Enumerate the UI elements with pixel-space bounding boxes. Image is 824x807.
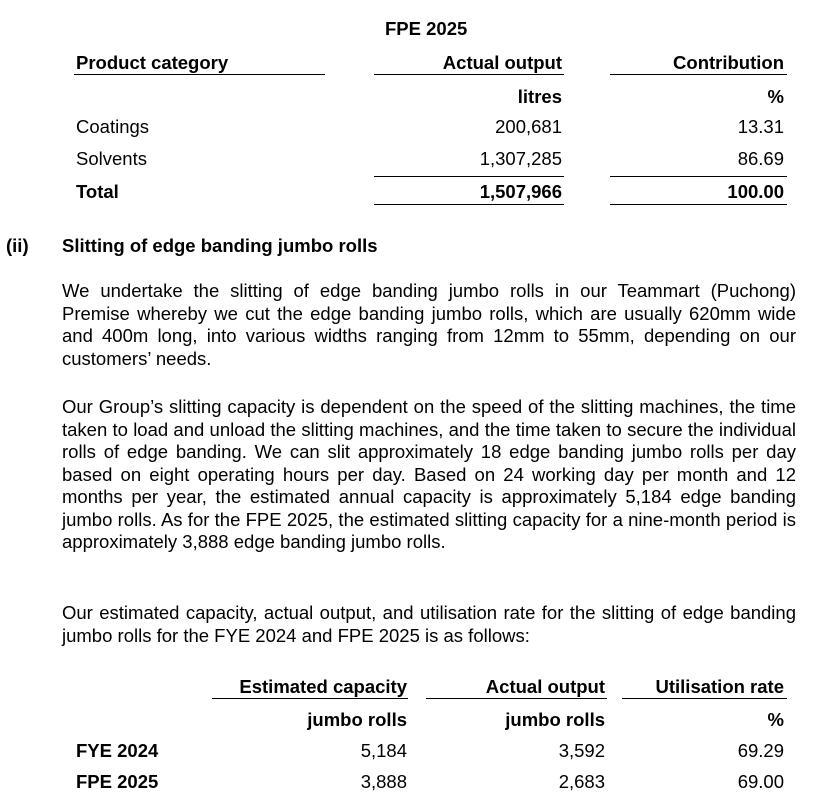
- total-contribution: 100.00: [727, 181, 784, 202]
- total-bottom-rule: [610, 204, 787, 205]
- paragraph-text: Our estimated capacity, actual output, and utilisation rate for the slitting of edge banding jumbo rolls for the FYE 2024 and FPE 2025 is as follows:: [62, 602, 796, 646]
- col-header-utilisation: Utilisation rate: [655, 676, 784, 697]
- row-contribution: 86.69: [737, 148, 784, 169]
- unit-output: jumbo rolls: [505, 709, 605, 730]
- header-underline: [74, 74, 325, 75]
- col-header-category: Product category: [76, 52, 229, 73]
- row-category: Coatings: [76, 116, 150, 137]
- col-header-output: Actual output: [485, 676, 605, 697]
- header-underline: [374, 74, 564, 75]
- header-underline: [426, 698, 607, 699]
- total-label: Total: [76, 181, 119, 202]
- row-period: FYE 2024: [76, 740, 159, 761]
- row-contribution: 13.31: [737, 116, 784, 137]
- section-title: Slitting of edge banding jumbo rolls: [62, 235, 378, 256]
- col-header-capacity: Estimated capacity: [239, 676, 407, 697]
- row-utilisation: 69.00: [737, 771, 784, 792]
- row-output: 2,683: [558, 771, 605, 792]
- paragraph-slitting-description: [62, 280, 796, 370]
- total-output: 1,507,966: [479, 181, 562, 202]
- unit-output: litres: [517, 86, 562, 107]
- unit-utilisation: %: [767, 709, 784, 730]
- header-underline: [610, 74, 787, 75]
- section-number: (ii): [6, 235, 29, 256]
- col-header-output: Actual output: [442, 52, 562, 73]
- paragraph-table-intro: [62, 602, 796, 647]
- row-capacity: 3,888: [360, 771, 407, 792]
- row-output: 1,307,285: [479, 148, 562, 169]
- total-top-rule: [374, 176, 564, 177]
- header-underline: [212, 698, 408, 699]
- unit-contribution: %: [767, 86, 784, 107]
- paragraph-slitting-capacity: [62, 396, 796, 554]
- row-period: FPE 2025: [76, 771, 159, 792]
- period-header: FPE 2025: [385, 18, 468, 39]
- row-output: 200,681: [495, 116, 562, 137]
- header-underline: [622, 698, 787, 699]
- row-output: 3,592: [558, 740, 605, 761]
- unit-capacity: jumbo rolls: [307, 709, 407, 730]
- total-top-rule: [610, 176, 787, 177]
- col-header-contribution: Contribution: [673, 52, 784, 73]
- row-category: Solvents: [76, 148, 147, 169]
- total-bottom-rule: [374, 204, 564, 205]
- row-utilisation: 69.29: [737, 740, 784, 761]
- paragraph-text: Our Group’s slitting capacity is dependent on the speed of the slitting machines, the time taken to load and unload the slitting machines, and the time taken to secure the individual rolls of edge banding. We can slit approximately 18 edge banding jumbo rolls per day based on eight operating hours per day. Based on 24 working day per month and 12 months per year, the estimated annual capacity is approximately 5,184 edge banding jumbo rolls. As for the FPE 2025, the estimated slitting capacity for a nine-month period is approximately 3,888 edge banding jumbo rolls.: [62, 396, 796, 552]
- paragraph-text: We undertake the slitting of edge banding jumbo rolls in our Teammart (Puchong) Premise whereby we cut the edge banding jumbo rolls, which are usually 620mm wide and 400m long, into various widths ranging from 12mm to 55mm, depending on our customers’ needs.: [62, 280, 796, 369]
- row-capacity: 5,184: [360, 740, 407, 761]
